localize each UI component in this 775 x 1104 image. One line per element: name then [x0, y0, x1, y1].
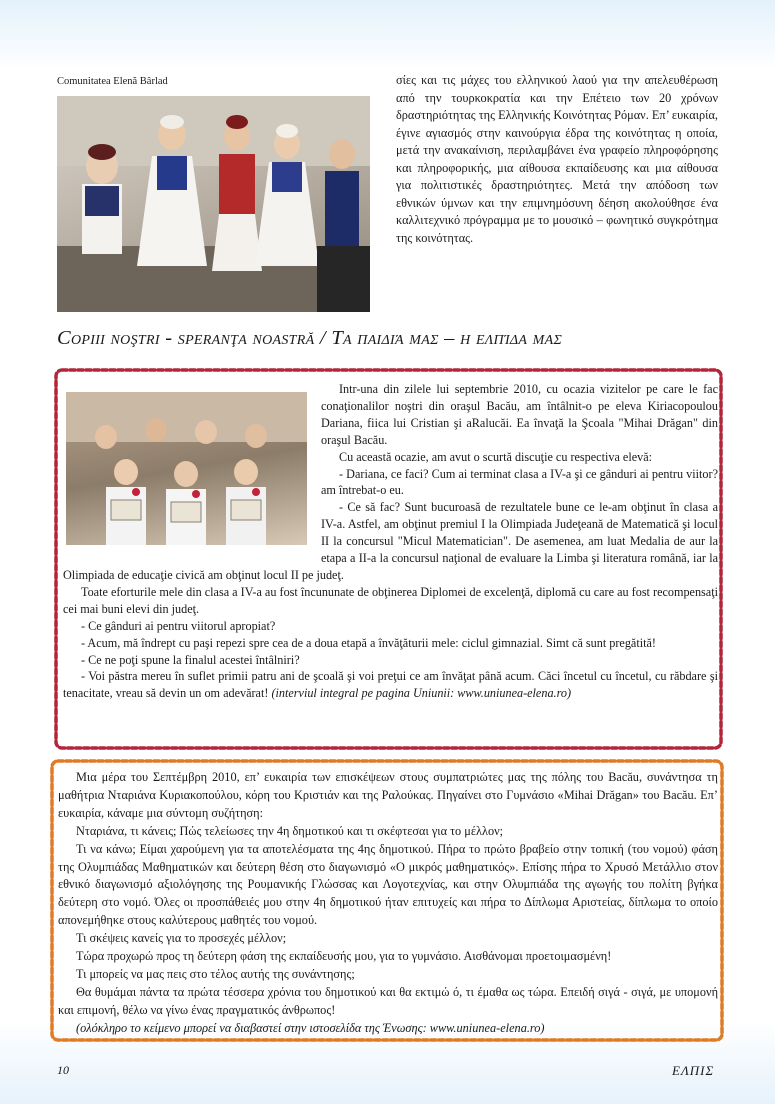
gr-paragraph-3: Τι να κάνω; Είμαι χαρούμενη για τα αποτελέσματα της 4ης δημοτικού. Πήρα το πρώτο βραβείο στην τοπική (του νομού) φάση της Ολυμπιάδας Μαθηματικών και δεύτερη θέση στο διαγωνισμό «Ο μικρός μαθηματικός». Επίσης πήρα το Χρυσό Μετάλλιο στον εθνικό διαγωνισμό αξιολόγησης της Ρουμανικής Γλώσσας και Λογοτεχνίας, και στην Ολυμπιάδα της αγωγής του πολίτη βγήκα δεύτερη στο νομό. Όλες οι προσπάθειές μου στην 4η δημοτικού ήταν επιτυχείς και πήρα το Δίπλωμα Αριστείας, δίπλωμα το οποίο απονεμήθηκε στους καλύτερους μαθητές του νομού. [58, 841, 718, 928]
greek-intro-text: σίες και τις μάχες του ελληνικού λαού για την απελευθέρωση από την τουρκοκρατία και την Επέτειο των 20 χρόνων δραστηριότητας της Ελληνικής Κοινότητας Ρόμαν. Επ’ ευκαιρία, έγινε αγιασμός στην καινούργια έδρα της κοινότητας η οποία, μετά την ανακαίνιση, περιλαμβάνει ένα γραφείο πληροφόρησης και πληροφορικής, μια αίθουσα εκπαίδευσης και μια αίθουσα για πολιτιστικές δραστηριότητες. Μετά την απόδοση των εθνικών ύμνων και την επιμνημόσυνη δέηση ακολούθησε ένα καλλιτεχνικό πρόγραμμα με το μουσικό – φωνητικό συγκρότημα της κοινότητας. [396, 73, 718, 245]
folk-dance-illustration [57, 96, 370, 312]
ro-source-note: (interviul integral pe pagina Uniunii: www.uniunea-elena.ro) [271, 686, 572, 701]
gr-paragraph-4: Τι σκέψεις κανείς για το προσεχές μέλλον; [76, 931, 287, 946]
ro-paragraph-8: - Ce ne poţi spune la finalul acestei întâlniri? [81, 652, 300, 667]
ro-paragraph-4: - Ce să fac? Sunt bucuroasă de rezultatele bune ce le-am obţinut în clasa a IV-a. Astfel, am obţinut premiul I la Olimpiada Judeţeană de Matematică şi locul II la concursul "Micul Matematician". De asemenea, am luat Medalia de aur la etapa a II-a la concursul naţional de evaluare la Limba şi literatura română, iar la Olimpiada de educaţie civică am obţinut locul II pe judeţ. [63, 500, 718, 582]
photo-caption: Comunitatea Elenă Bârlad [57, 76, 168, 87]
greek-interview-text [58, 769, 718, 1038]
section-title: Copiii noştri - speranţa noastră / Τα παιδιά μας – η ελπίδα μας [57, 327, 563, 349]
folk-dance-photo [57, 96, 370, 312]
ro-final-answer: - Voi păstra mereu în suflet primii patru ani de şcoală şi voi preţui ce am învăţat până acum. Căci încetul cu încetul, cu răbdare şi tenacitate, vreau să devin un om adevărat! [63, 669, 718, 701]
gr-paragraph-7: Θα θυμάμαι πάντα τα πρώτα τέσσερα χρόνια του δημοτικού και θα εκτιμώ ό, τι έμαθα ως τώρα. Επειδή σιγά - σιγά, με υπομονή και επιμονή, θέλω να γίνω ένας πραγματικός άνθρωπος! [58, 984, 718, 1017]
ro-paragraph-6: - Ce gânduri ai pentru viitorul apropiat? [81, 618, 276, 633]
ro-paragraph-7: - Acum, mă îndrept cu paşi repezi spre cea de a doua etapă a învăţăturii mele: ciclul gimnazial. Simt că sunt pregătită! [81, 635, 656, 650]
page-number: 10 [57, 1063, 69, 1077]
gr-source-note: (ολόκληρο το κείμενο μπορεί να διαβαστεί στην ιστοσελίδα της Ένωσης: www.uniunea-elena.ro) [76, 1020, 545, 1035]
romanian-interview-text [63, 381, 718, 702]
gr-paragraph-5: Τώρα προχωρώ προς τη δεύτερη φάση της εκπαίδευσής μου, για το γυμνάσιο. Αισθάνομαι προετοιμασμένη! [76, 949, 612, 964]
ro-paragraph-5: Toate eforturile mele din clasa a IV-a au fost încununate de obţinerea Diplomei de excelenţă, diplomă cu care au fost recompensaţi cei mai buni elevi din judeţ. [63, 584, 718, 616]
gr-paragraph-2: Νταριάνα, τι κάνεις; Πώς τελείωσες την 4η δημοτικού και τι σκέφτεσαι για το μέλλον; [76, 823, 504, 838]
ro-paragraph-9 [63, 668, 718, 702]
journal-name: ΕΛΠΙΣ [672, 1063, 715, 1078]
photo-space [63, 381, 321, 553]
gr-paragraph-6: Τι μπορείς να μας πεις στο τέλος αυτής της συνάντησης; [76, 966, 355, 981]
ro-paragraph-3: - Dariana, ce faci? Cum ai terminat clasa a IV-a şi ce gânduri ai pentru viitor? am întrebat-o eu. [321, 466, 718, 498]
ro-paragraph-1: Intr-una din zilele lui septembrie 2010, cu ocazia vizitelor pe care le fac conaţionalilor noştri din oraşul Bacău, am întâlnit-o pe eleva Kiriacopoulou Dariana, fiica lui Cristian şi aRalucăi. Ea învaţă la Şcoala "Mihai Drăgan" din oraşul Bacău. [321, 382, 718, 447]
ro-paragraph-2: Cu această ocazie, am avut o scurtă discuţie cu respectiva elevă: [339, 449, 653, 464]
gr-paragraph-1: Μια μέρα του Σεπτέμβρη 2010, επ’ ευκαιρία των επισκέψεων στους συμπατριώτες μας της πόλης του Bacău, συνάντησα τη μαθήτρια Νταριάνα Κυριακοπούλου, κόρη του Κριστιάν και της Ραλούκας. Πηγαίνει στο Γυμνάσιο «Mihai Drăgan» του Bacău. Επ’ ευκαιρία, κάναμε μια σύντομη συζήτηση: [58, 770, 718, 820]
